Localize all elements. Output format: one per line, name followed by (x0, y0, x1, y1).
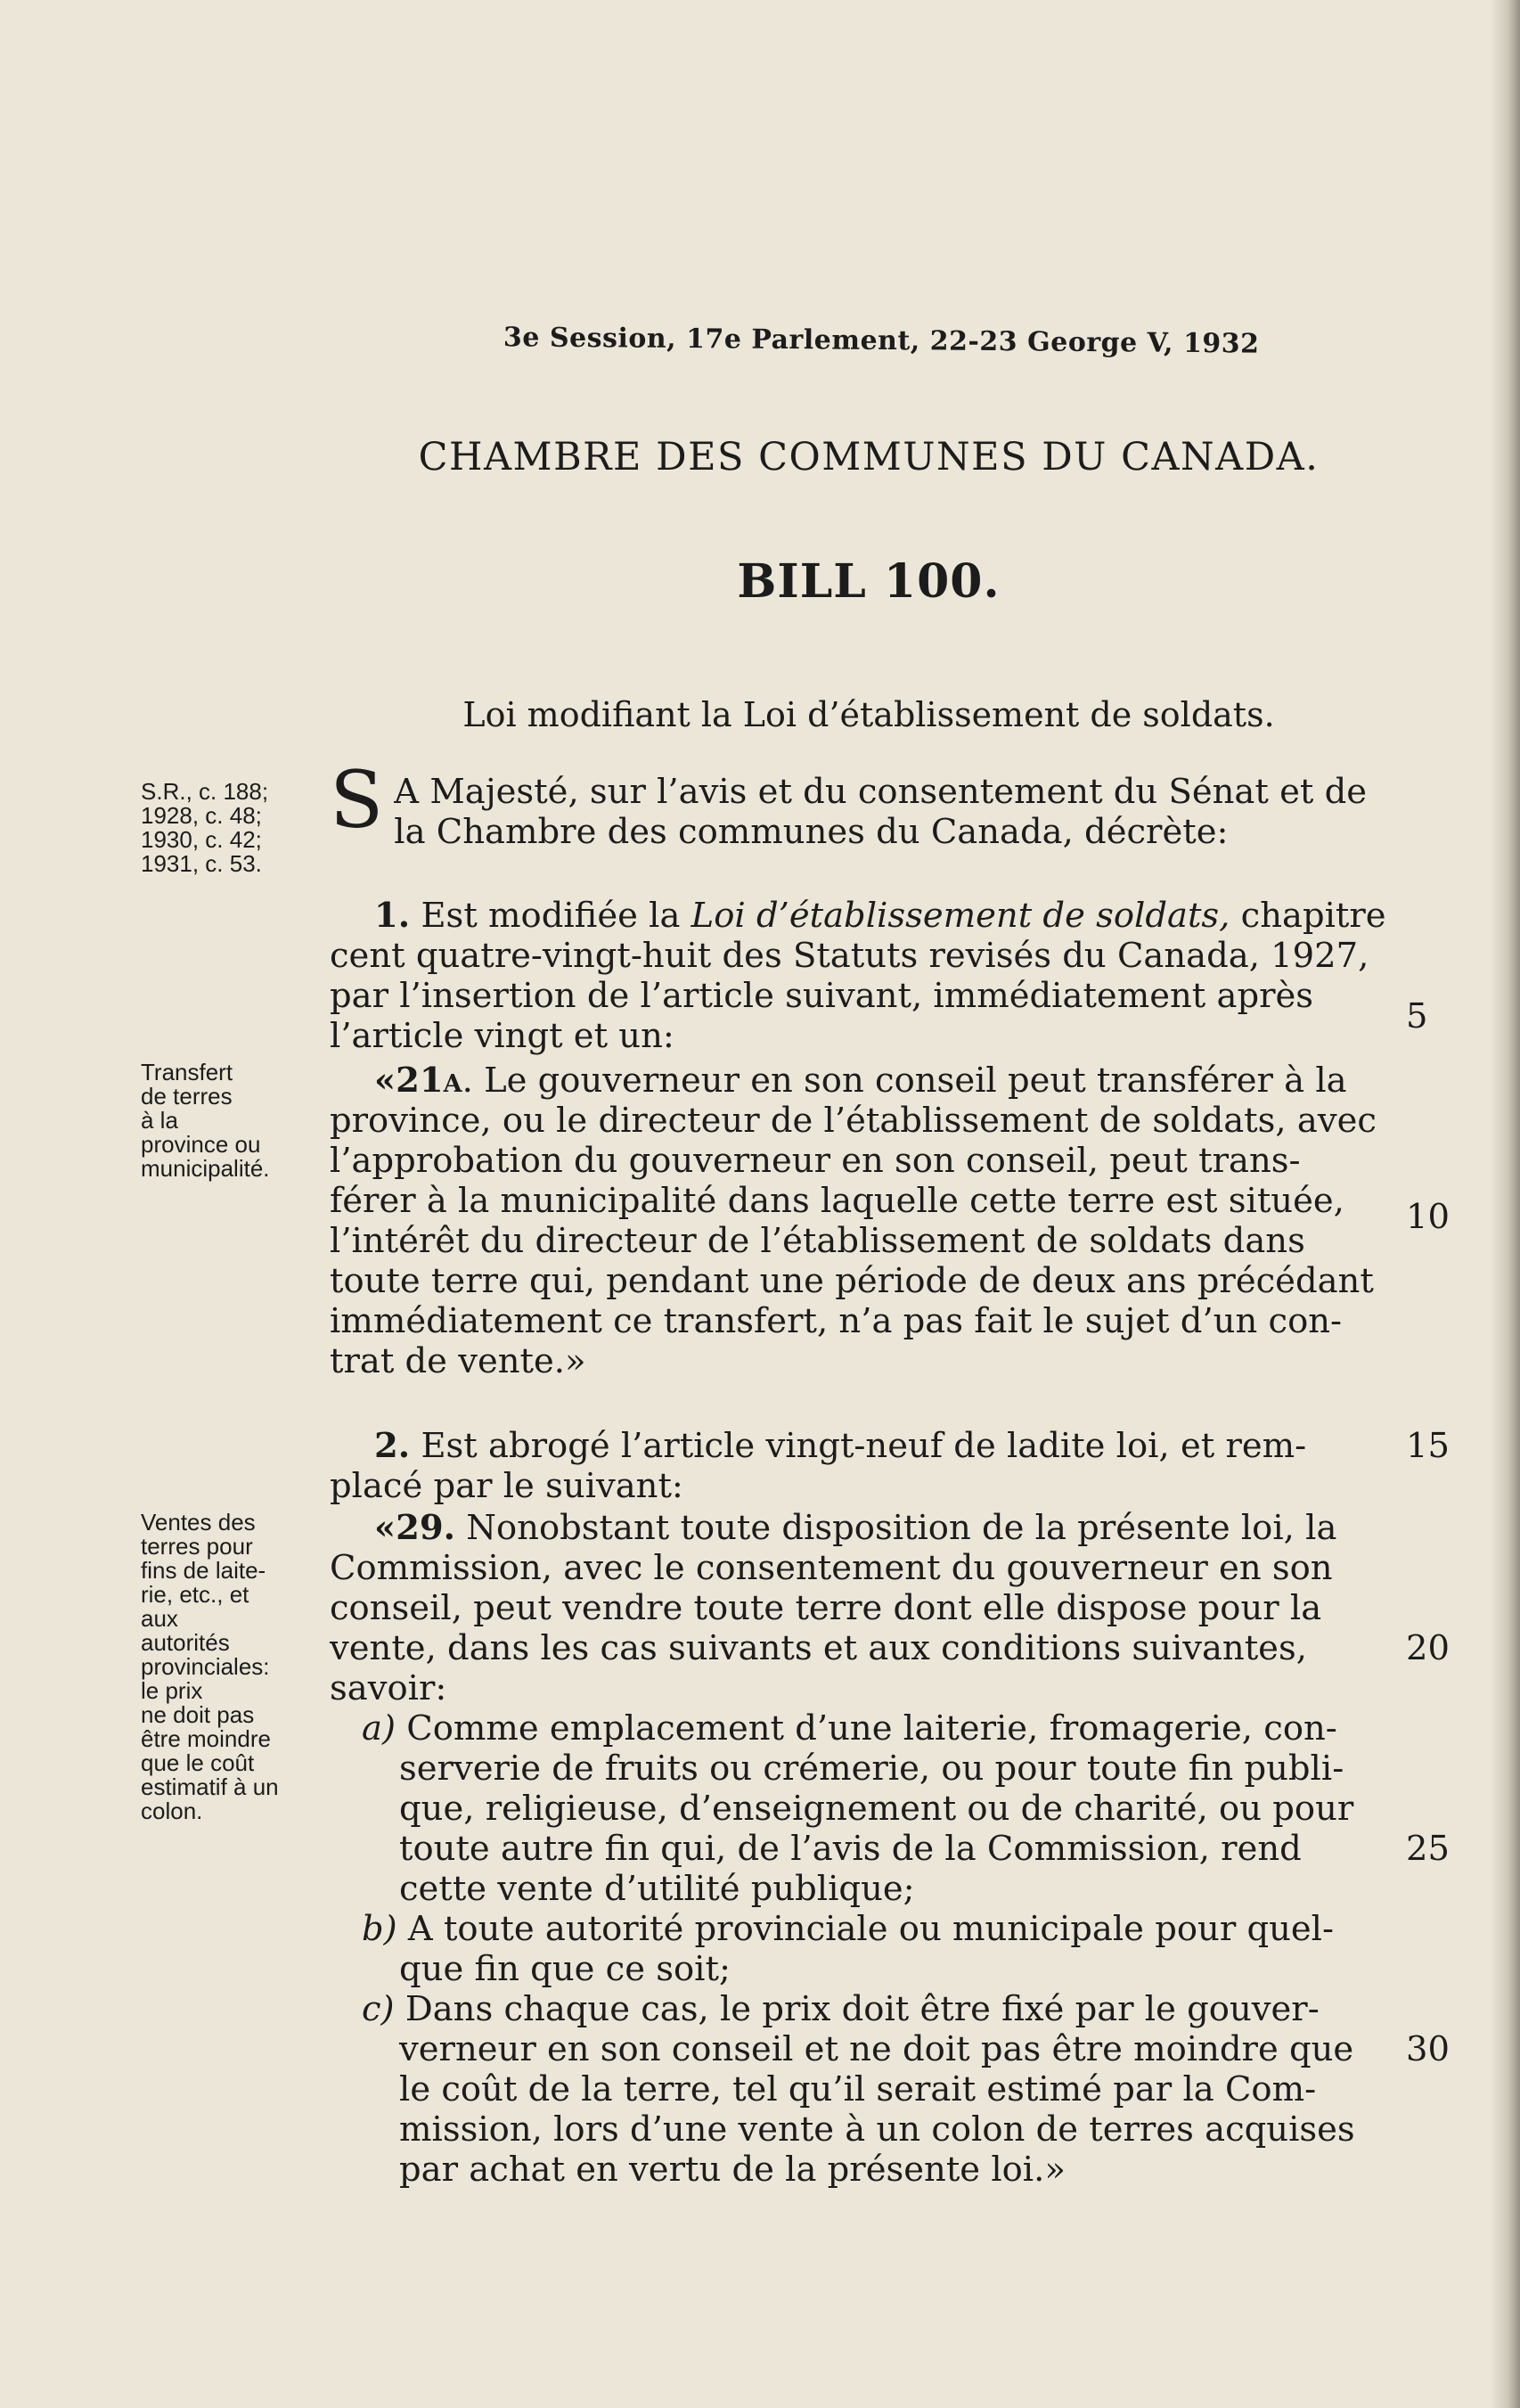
section-29 (330, 1508, 1399, 2190)
item-label: c) (362, 1989, 395, 2029)
section-number: «29. (374, 1508, 456, 1548)
line-number: 5 (1406, 996, 1428, 1036)
text-line: cette vente d’utilité publique; (399, 1869, 915, 1909)
text-line (330, 1508, 1399, 1548)
section-2 (330, 1426, 1399, 1506)
page-edge-shadow (1490, 0, 1520, 2408)
session-line: 3e Session, 17e Parlement, 22-23 George V, 1932 (503, 322, 1260, 360)
text-line: immédiatement ce transfert, n’a pas fait le sujet d’un con- (330, 1301, 1343, 1341)
margin-line: 1931, c. 53. (141, 850, 262, 877)
item-label: a) (362, 1708, 396, 1749)
margin-line: de terres (141, 1083, 233, 1110)
margin-line: colon. (141, 1798, 203, 1824)
text-line (330, 1989, 1399, 2029)
margin-line: que le coût (141, 1749, 255, 1776)
margin-line: 1930, c. 42; (141, 826, 262, 853)
text-line: que, religieuse, d’enseignement ou de charité, ou pour (399, 1789, 1354, 1829)
text-line: que fin que ce soit; (399, 1949, 731, 1989)
margin-line: S.R., c. 188; (141, 778, 269, 805)
text-span: Comme emplacement d’une laiterie, fromagerie, con- (406, 1708, 1337, 1749)
line-number: 25 (1406, 1829, 1450, 1869)
text-line: cent quatre-vingt-huit des Statuts revisés du Canada, 1927, (330, 936, 1369, 976)
margin-line: province ou (141, 1131, 261, 1158)
margin-line: aux (141, 1605, 178, 1632)
section-number (374, 1061, 462, 1101)
text-span: Est modifiée la (421, 896, 691, 936)
line-number: 30 (1406, 2029, 1450, 2069)
text-line: Commission, avec le consentement du gouverneur en son (330, 1548, 1333, 1588)
margin-line: le prix (141, 1677, 203, 1704)
margin-line: être moindre (141, 1725, 271, 1752)
text-line: verneur en son conseil et ne doit pas être moindre que (399, 2029, 1354, 2069)
text-span: Nonobstant toute disposition de la présente loi, la (455, 1508, 1337, 1548)
margin-note-transfer (141, 1061, 310, 1181)
text-line: toute terre qui, pendant une période de deux ans précédant (330, 1261, 1374, 1301)
margin-note-citations (141, 780, 310, 876)
bill-title: BILL 100. (737, 554, 1001, 609)
text-line (330, 1909, 1399, 1949)
text-line: savoir: (330, 1668, 447, 1708)
text-span: A toute autorité provinciale ou municipale pour quel- (407, 1909, 1335, 1949)
margin-line: terres pour (141, 1533, 253, 1560)
act-title-italic: Loi d’établissement de soldats, (691, 896, 1230, 936)
text-line (330, 896, 1399, 936)
text-line: vente, dans les cas suivants et aux conditions suivantes, (330, 1628, 1307, 1668)
text-span: chapitre (1230, 896, 1386, 936)
text-line: férer à la municipalité dans laquelle cette terre est située, (330, 1181, 1344, 1221)
margin-line: provinciales: (141, 1653, 270, 1680)
section-number: 1. (374, 896, 411, 936)
section-1 (330, 896, 1399, 1056)
section-number: 2. (374, 1426, 411, 1466)
text-line: l’intérêt du directeur de l’établissement de soldats dans (330, 1221, 1305, 1261)
section-number-text: «21 (374, 1061, 444, 1101)
text-line: province, ou le directeur de l’établissement de soldats, avec (330, 1101, 1377, 1141)
enacting-clause (330, 754, 1399, 852)
margin-line: fins de laite- (141, 1557, 266, 1584)
text-line: A Majesté, sur l’avis et du consentement du Sénat et de (394, 772, 1368, 812)
text-line (330, 1061, 1399, 1101)
subsection-c (330, 1989, 1399, 2190)
text-line (330, 1426, 1399, 1466)
text-span: . Le gouverneur en son conseil peut transférer à la (462, 1061, 1347, 1101)
line-number: 20 (1406, 1628, 1450, 1668)
text-line: la Chambre des communes du Canada, décrète: (394, 812, 1229, 852)
text-line: serverie de fruits ou crémerie, ou pour toute fin publi- (399, 1749, 1344, 1789)
margin-line: à la (141, 1107, 178, 1134)
text-line: par achat en vertu de la présente loi.» (399, 2150, 1066, 2190)
text-line: mission, lors d’une vente à un colon de terres acquises (399, 2109, 1355, 2150)
text-line: le coût de la terre, tel qu’il serait estimé par la Com- (399, 2069, 1317, 2109)
margin-line: autorités (141, 1629, 230, 1656)
subsection-a (330, 1708, 1399, 1909)
text-line: l’approbation du gouverneur en son conseil, peut trans- (330, 1141, 1301, 1181)
drop-cap: S (330, 754, 384, 846)
line-number: 10 (1406, 1197, 1450, 1237)
item-label: b) (362, 1909, 397, 1949)
subsection-b (330, 1909, 1399, 1989)
margin-line: Transfert (141, 1059, 233, 1085)
text-line: toute autre fin qui, de l’avis de la Commission, rend (399, 1829, 1302, 1869)
margin-line: municipalité. (141, 1155, 270, 1182)
section-letter: a (443, 1061, 462, 1101)
text-span: Dans chaque cas, le prix doit être fixé par le gouver- (405, 1989, 1320, 2029)
margin-line: 1928, c. 48; (141, 802, 262, 829)
text-line: placé par le suivant: (330, 1466, 683, 1506)
line-number: 15 (1406, 1426, 1450, 1466)
margin-line: rie, etc., et (141, 1581, 249, 1608)
text-line: l’article vingt et un: (330, 1016, 674, 1056)
bill-subtitle: Loi modifiant la Loi d’établissement de soldats. (462, 695, 1275, 734)
text-line (330, 1708, 1399, 1749)
margin-line: estimatif à un (141, 1773, 279, 1800)
text-line: par l’insertion de l’article suivant, immédiatement après (330, 976, 1314, 1016)
margin-note-sales (141, 1511, 310, 1823)
section-21a (330, 1061, 1399, 1381)
text-line: trat de vente.» (330, 1341, 586, 1381)
text-span: Est abrogé l’article vingt-neuf de ladite loi, et rem- (410, 1426, 1307, 1466)
chamber-heading: CHAMBRE DES COMMUNES DU CANADA. (418, 435, 1320, 479)
text-line: conseil, peut vendre toute terre dont elle dispose pour la (330, 1588, 1322, 1628)
margin-line: Ventes des (141, 1509, 256, 1536)
margin-line: ne doit pas (141, 1701, 255, 1728)
